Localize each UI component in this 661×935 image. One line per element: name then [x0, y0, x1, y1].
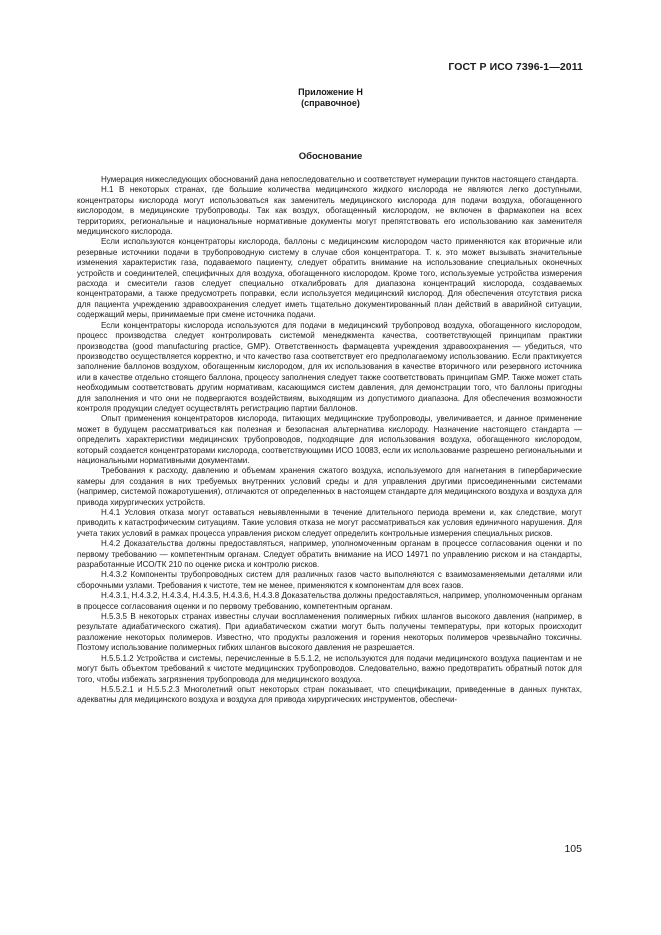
annex-heading [0, 87, 661, 109]
paragraph: Опыт применения концентраторов кислорода, питающих медицинские трубопроводы, увеличивается, и данное применение может в будущем рассматриваться как полезная и безопасная альтернатива кислороду. Назначение настоящего стандарта — определить характеристики медицинских трубопроводов, подходящие для использования воздуха, обогащенного кислородом, который создается концентраторами кислорода, соответствующими ИСО 10083, если их использование разрешено региональными и национальными нормативными документами. [77, 414, 582, 465]
section-title: Обоснование [298, 151, 363, 162]
paragraph: Если концентраторы кислорода используются для подачи в медицинский трубопровод воздуха, обогащенного кислородом, процесс производства следует контролировать системой менеджмента качества, соответствующей принципам практики производства (good manufacturing practice, GMP). Ответственность фармацевта учреждения здравоохранения — убедиться, что производство осуществляется корректно, и что качество газа соответствует его предполагаемому использованию. Если практикуется заполнение баллонов воздухом, обогащенным кислородом, для их использования в качестве вторичного или резервного источника или в качестве отдельно стоящего баллона, процессу заполнения следует также соответствовать принципам GMP. Также может стать необходимым соответствовать другим нормативам, касающимся систем давления, для демонстрации того, что баллоны пригодны для заполнения и что они не подвергаются воздействиям, выходящим из допустимого диапазона. Для обеспечения возможности контроля продукции следует осуществлять регистрацию партии баллонов. [77, 320, 582, 413]
annex-subtitle: (справочное) [301, 98, 360, 108]
paragraph: Требования к расходу, давлению и объемам хранения сжатого воздуха, используемого для нагнетания в гипербарические камеры для создания в них требуемых внутренних условий среды и для управления другими присоединенными системами (например, системой пожаротушения), отличаются от определенных в настоящем стандарте для медицинского воздуха и воздуха для привода хирургических устройств. [77, 466, 582, 507]
paragraph: Н.5.3.5 В некоторых странах известны случаи воспламенения полимерных гибких шлангов высокого давления (например, в результате адиабатического сжатия). При адиабатическом сжатии могут быть получены температуры, при которых происходит разложение некоторых полимеров. Известно, что продукты разложения и горения некоторых полимеров чрезвычайно токсичны. Поэтому использование полимерных гибких шлангов высокого давления не разрешается. [77, 612, 582, 653]
body-text [77, 175, 582, 706]
paragraph: Н.4.3.1, Н.4.3.2, Н.4.3.4, Н.4.3.5, Н.4.3.6, Н.4.3.8 Доказательства должны предоставляться, например, уполномоченным органам в процессе согласования оценки и по первому требованию, компетентным органам. [77, 591, 582, 611]
paragraph: Если используются концентраторы кислорода, баллоны с медицинским кислородом часто применяются как вторичные или резервные источники подачи в трубопроводную систему в случае сбоя концентратора. Т. к. это может вызывать значительные изменения характеристик газа, подаваемого пациенту, следует обратить внимание на использование специальных оконечных устройств и соединителей, специфичных для воздуха, обогащенного кислородом. Кроме того, используемые устройства измерения расхода и смесители газов следует специально откалибровать для диапазона концентраций кислорода, создаваемых концентраторами, а также предусмотреть поправки, если используется медицинский кислород. Для обеспечения отсутствия риска для пациента учреждению здравоохранения следует иметь тщательно документированный план действий в аварийной ситуации, содержащий меры, принимаемые при смене источника подачи. [77, 237, 582, 320]
paragraph: Н.4.3.2 Компоненты трубопроводных систем для различных газов часто выполняются с взаимозаменяемыми деталями или сборочными узлами. Требования к чистоте, тем не менее, применяются к компонентам для всех газов. [77, 570, 582, 590]
paragraph: Н.5.5.1.2 Устройства и системы, перечисленные в 5.5.1.2, не используются для подачи медицинского воздуха пациентам и не могут быть объектом требований к чистоте медицинских трубопроводов. Следовательно, важно предотвратить обратный поток для того, чтобы избежать загрязнения трубопровода для медицинского воздуха. [77, 653, 582, 684]
paragraph: Н.4.1 Условия отказа могут оставаться невыявленными в течение длительного периода времени и, как следствие, могут приводить к катастрофическим ситуациям. Такие условия отказа не могут рассматриваться как условия единичного нарушения. Для учета таких условий в рамках процесса управления риском следует определить контрольные измерения специальных рисков. [77, 508, 582, 538]
paragraph: Н.4.2 Доказательства должны предоставляться, например, уполномоченным органам в процессе согласования оценки и по первому требованию — компетентным органам. Следует обратить внимание на ИСО 14971 по управлению риском и на стандарты, разработанные ИСО/ТК 210 по оценке риска и контролю рисков. [77, 539, 582, 570]
paragraph: Н.5.5.2.1 и Н.5.5.2.3 Многолетний опыт некоторых стран показывает, что спецификации, приведенные в данных пунктах, адекватны для медицинского воздуха и воздуха для привода хирургических инструментов, обеспечи- [77, 684, 582, 705]
paragraph: Нумерация нижеследующих обоснований дана непоследовательно и соответствует нумерации пунктов настоящего стандарта. [101, 175, 579, 184]
standard-code: ГОСТ Р ИСО 7396-1—2011 [448, 61, 583, 73]
paragraph: Н.1 В некоторых странах, где большие количества медицинского жидкого кислорода не являются легко доступными, концентраторы кислорода могут использоваться как заменитель медицинского кислорода для подачи воздуха, обогащенного кислородом, в медицинские трубопроводы. Так как воздух, обогащенный кислородом, не включен в фармакопеи на всех территориях, региональные и национальные нормативные документы могут препятствовать его использованию как заменителя медицинского кислорода. [77, 185, 582, 237]
annex-title: Приложение Н [298, 87, 363, 97]
page-number: 105 [564, 843, 582, 855]
